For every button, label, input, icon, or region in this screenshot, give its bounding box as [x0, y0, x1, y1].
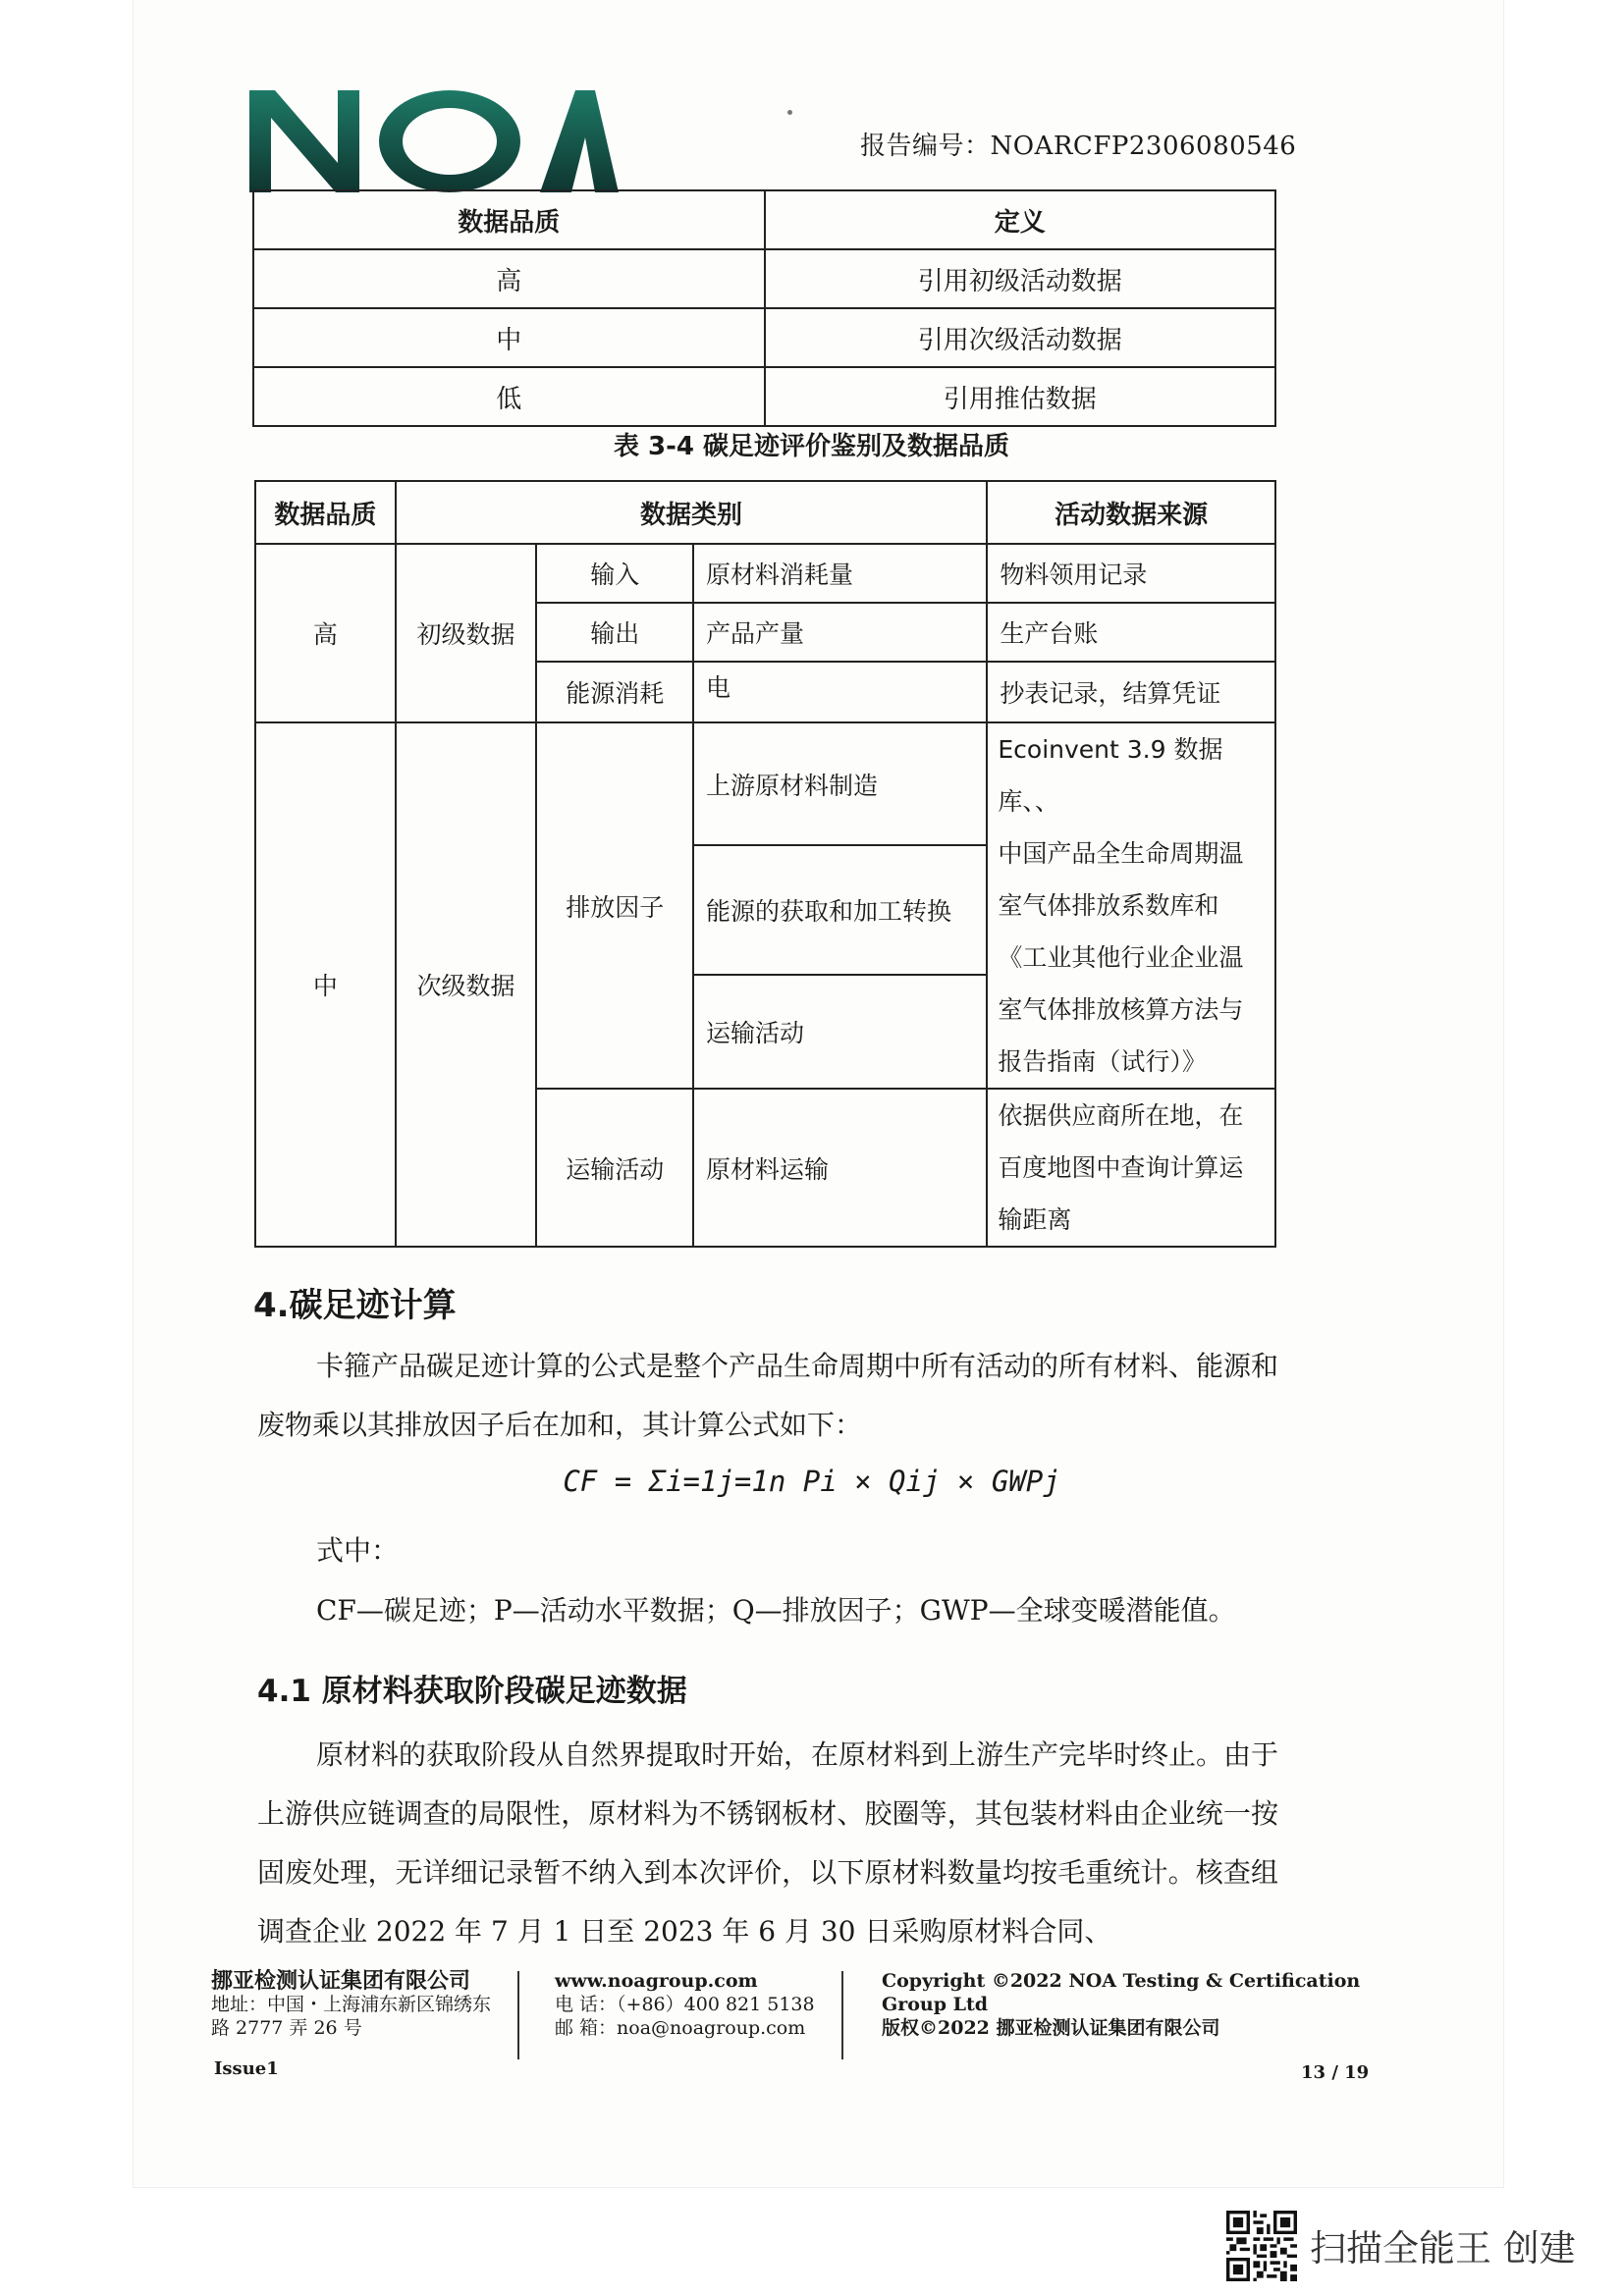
cell-item: 能源的获取和加工转换 [693, 845, 987, 975]
page-number: 13 / 19 [1301, 2062, 1370, 2083]
footer-company-block [211, 1969, 506, 2040]
cell-definition: 引用次级活动数据 [765, 308, 1276, 367]
cell-source: 生产台账 [987, 603, 1275, 662]
footer-company: 挪亚检测认证集团有限公司 [211, 1968, 471, 1994]
table-row [255, 722, 1275, 845]
cell-type-factor: 排放因子 [536, 722, 693, 1089]
table-header-row [255, 481, 1275, 544]
cell-quality-high: 高 [255, 544, 396, 722]
header-quality: 数据品质 [255, 481, 396, 544]
footer-address-line: 地址：中国・上海浦东新区锦绣东 [211, 1994, 492, 2015]
footer-divider [517, 1971, 519, 2059]
section41-paragraph [257, 1726, 1278, 1961]
data-quality-table [252, 189, 1276, 427]
footer-divider [841, 1971, 843, 2059]
footer-website: www.noagroup.com [555, 1970, 758, 1992]
table-row [253, 308, 1275, 367]
cell-source-factor [987, 722, 1275, 1089]
noa-logo [245, 86, 619, 196]
cell-quality: 中 [253, 308, 765, 367]
footer-address-line: 路 2777 弄 26 号 [211, 2017, 362, 2039]
source-line: 《工业其他行业企业温 [998, 943, 1244, 972]
cell-source: 抄表记录，结算凭证 [987, 662, 1275, 722]
source-line: 室气体排放核算方法与 [998, 995, 1244, 1024]
cell-quality-mid: 中 [255, 722, 396, 1247]
table-caption: 表 3-4 碳足迹评价鉴别及数据品质 [613, 432, 1010, 461]
footer-copyright-cn: 版权©2022 挪亚检测认证集团有限公司 [882, 2017, 1220, 2039]
cell-source-transport [987, 1089, 1275, 1247]
cell-item: 运输活动 [693, 975, 987, 1089]
table-header-row [253, 190, 1275, 249]
cell-level-primary: 初级数据 [396, 544, 537, 722]
qr-code-icon [1226, 2211, 1297, 2281]
table-row [253, 249, 1275, 308]
cell-quality: 高 [253, 249, 765, 308]
formula-definitions: CF—碳足迹；P—活动水平数据；Q—排放因子；GWP—全球变暖潜能值。 [316, 1594, 1236, 1627]
source-line: 依据供应商所在地，在 [998, 1101, 1244, 1130]
source-line: 报告指南（试行）》 [998, 1047, 1207, 1076]
evaluation-table [254, 480, 1276, 1248]
subsection-heading: 4.1 原材料获取阶段碳足迹数据 [257, 1674, 687, 1709]
scanner-watermark: 扫描全能王 创建 [1310, 2227, 1576, 2269]
formula: CF = Σi=1j=1n Pi × Qij × GWPj [563, 1465, 1060, 1498]
source-line: Ecoinvent 3.9 数据库、、 [998, 735, 1223, 816]
cell-type-transport: 运输活动 [536, 1089, 693, 1247]
footer-contact-block [555, 1969, 830, 2040]
paragraph-text: 卡箍产品碳足迹计算的公式是整个产品生命周期中所有活动的所有材料、能源和废物乘以其排放因子后在加和，其计算公式如下： [257, 1350, 1279, 1441]
cell-definition: 引用初级活动数据 [765, 249, 1276, 308]
footer-phone: 电 话：（+86）400 821 5138 [555, 1994, 815, 2015]
cell-type: 输出 [536, 603, 693, 662]
header-source: 活动数据来源 [987, 481, 1275, 544]
paragraph-text: 原材料的获取阶段从自然界提取时开始，在原材料到上游生产完毕时终止。由于上游供应链调查的局限性，原材料为不锈钢板材、胶圈等，其包装材料由企业统一按固废处理，无详细记录暂不纳入到本次评价，以下原材料数量均按毛重统计。核查组调查企业 2022 年 7 月 1 日至 2023 年 6 月 30 日采购原材料合同、 [257, 1738, 1279, 1948]
cell-item: 原材料运输 [693, 1089, 987, 1247]
cell-type: 能源消耗 [536, 662, 693, 722]
header-definition: 定义 [765, 190, 1276, 249]
where-label: 式中： [316, 1534, 400, 1567]
table-row [255, 544, 1275, 603]
footer-email: 邮 箱：noa@noagroup.com [555, 2017, 806, 2039]
cell-definition: 引用推估数据 [765, 367, 1276, 426]
source-line: 室气体排放系数库和 [998, 891, 1219, 920]
cell-item: 上游原材料制造 [693, 722, 987, 845]
issue-label: Issue1 [214, 2058, 279, 2079]
cell-source: 物料领用记录 [987, 544, 1275, 603]
cell-quality: 低 [253, 367, 765, 426]
cell-item: 原材料消耗量 [693, 544, 987, 603]
footer-copyright-en: Copyright ©2022 NOA Testing & Certification Group Ltd [882, 1970, 1361, 2015]
cell-type: 输入 [536, 544, 693, 603]
cell-level-secondary: 次级数据 [396, 722, 537, 1247]
source-line: 中国产品全生命周期温 [998, 839, 1244, 868]
report-number-label: 报告编号： [860, 132, 991, 161]
section-heading: 4.碳足迹计算 [253, 1286, 457, 1325]
cell-item: 电 [693, 662, 987, 722]
scan-speck [787, 110, 792, 115]
footer-copyright-block [882, 1969, 1373, 2040]
report-number [860, 126, 1296, 162]
table-row [253, 367, 1275, 426]
source-line: 百度地图中查询计算运 [998, 1153, 1244, 1182]
cell-item: 产品产量 [693, 603, 987, 662]
section4-paragraph [257, 1337, 1278, 1455]
header-quality: 数据品质 [253, 190, 765, 249]
report-number-value: NOARCFP2306080546 [990, 132, 1297, 161]
source-line: 输距离 [998, 1205, 1072, 1234]
header-category: 数据类别 [396, 481, 988, 544]
